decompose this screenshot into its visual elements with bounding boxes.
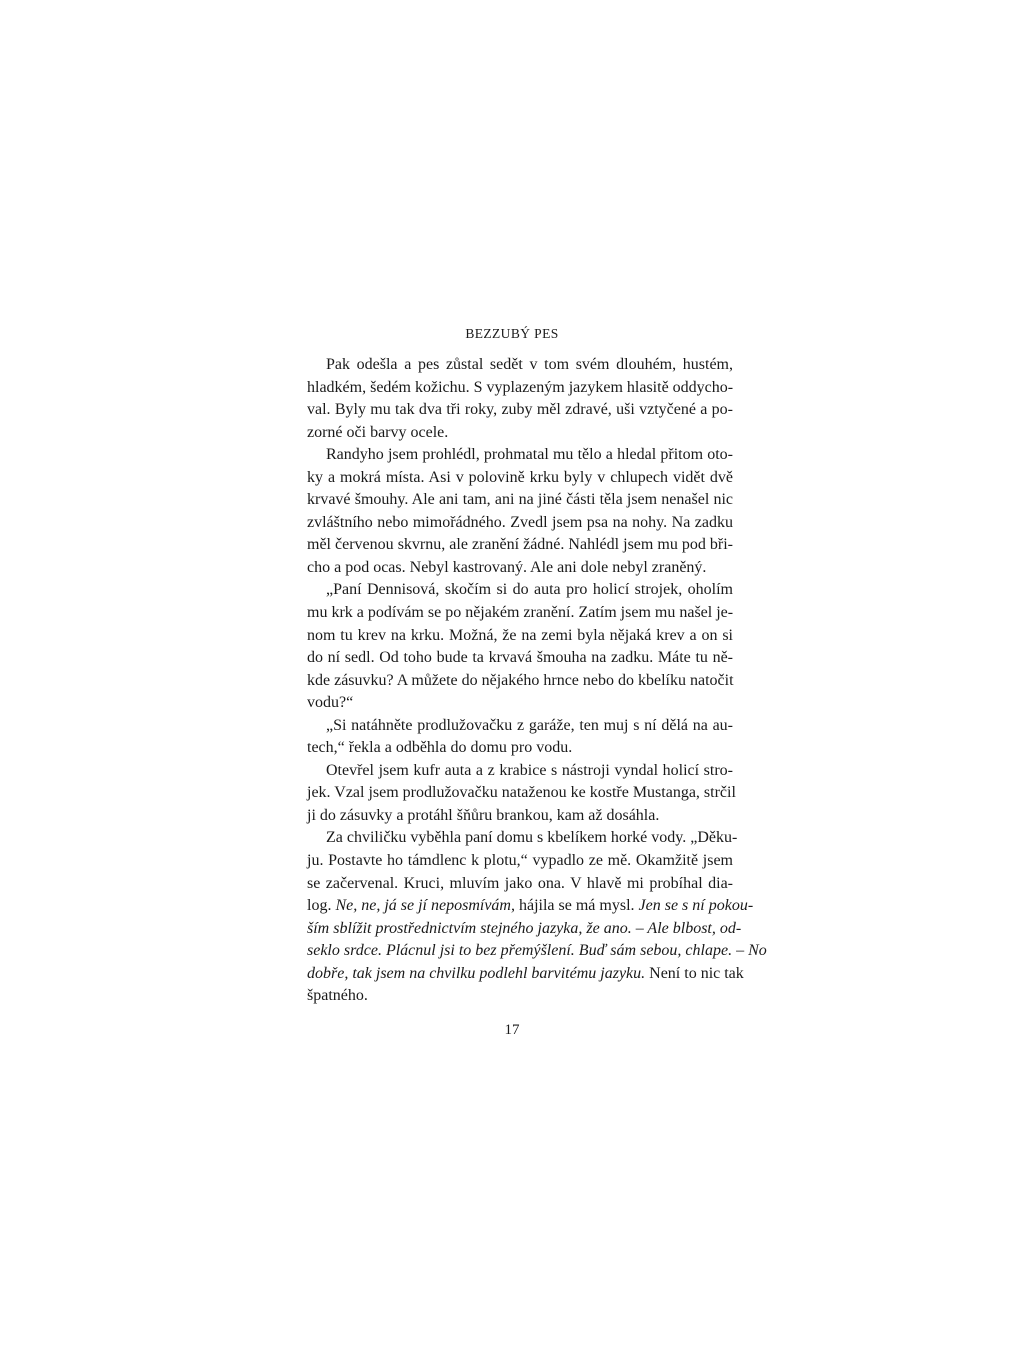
- text-line: tech,“ řekla a odběhla do domu pro vodu.: [307, 739, 573, 757]
- text-line: měl červenou skvrnu, ale zranění žádné. Nahlédl jsem mu pod bři-: [307, 536, 733, 554]
- text-line: Otevřel jsem kufr auta a z krabice s nástroji vyndal holicí stro-: [326, 761, 733, 779]
- text-line: Randyho jsem prohlédl, prohmatal mu tělo a hledal přitom oto-: [326, 446, 733, 464]
- text-line: mu krk a podívám se po nějakém zranění. Zatím jsem mu našel je-: [307, 604, 734, 622]
- text-line: do ní sedl. Od toho bude ta krvavá šmouha na zadku. Máte tu ně-: [307, 649, 733, 667]
- text-line: Za chviličku vyběhla paní domu s kbelíkem horké vody. „Děku-: [326, 829, 738, 847]
- text-line: „Si natáhněte prodlužovačku z garáže, ten muj s ní dělá na au-: [326, 716, 733, 734]
- text-line: se začervenal. Kruci, mluvím jako ona. V hlavě mi probíhal dia-: [307, 874, 733, 892]
- italic-span: dobře, tak jsem na chvilku podlehl barvitému jazyku.: [307, 964, 646, 982]
- text-line: zorné oči barvy ocele.: [307, 423, 449, 441]
- text-line: cho a pod ocas. Nebyl kastrovaný. Ale ani dole nebyl zraněný.: [307, 558, 707, 576]
- text-line: ji do zásuvky a protáhl šňůru brankou, kam až dosáhla.: [307, 806, 660, 824]
- text-line: hladkém, šedém kožichu. S vyplazeným jazykem hlasitě oddycho-: [307, 378, 734, 396]
- text-line: seklo srdce. Plácnul jsi to bez přemýšlení. Buď sám sebou, chlape. – No: [307, 942, 767, 960]
- text-line: kde zásuvku? A můžete do nějakého hrnce nebo do kbelíku natočit: [307, 671, 734, 689]
- text-line: špatného.: [307, 987, 368, 1005]
- text-line: zvláštního nebo mimořádného. Zvedl jsem psa na nohy. Na zadku: [307, 513, 733, 531]
- page-number: 17: [504, 1022, 520, 1038]
- running-head: BEZZUBÝ PES: [465, 326, 559, 341]
- text-line: Pak odešla a pes zůstal sedět v tom svém dlouhém, hustém,: [326, 356, 733, 373]
- body-text: [307, 354, 767, 1008]
- text-line: krvavé šmouhy. Ale ani tam, ani na jiné části těla jsem nenašel nic: [307, 491, 733, 509]
- text-line: jek. Vzal jsem prodlužovačku nataženou ke kostře Mustanga, strčil: [307, 784, 736, 802]
- text-line: ky a mokrá místa. Asi v polovině krku byly v chlupech vidět dvě: [307, 468, 733, 486]
- text-line: ju. Postavte ho támdlenc k plotu,“ vypadlo ze mě. Okamžitě jsem: [307, 852, 733, 870]
- text-line: nom tu krev na krku. Možná, že na zemi byla nějaká krev a on si: [307, 626, 733, 644]
- text-line: log. Ne, ne, já se jí neposmívám, hájila se má mysl. Jen se s ní pokou-: [307, 897, 754, 915]
- text-line: vodu?“: [307, 694, 354, 712]
- italic-span: Ne, ne, já se jí neposmívám,: [335, 897, 515, 915]
- text-line: ším sblížit prostřednictvím stejného jazyka, že ano. – Ale blbost, od-: [307, 919, 742, 937]
- text-line: val. Byly mu tak dva tři roky, zuby měl zdravé, uši vztyčené a po-: [307, 401, 733, 419]
- italic-span: Jen se s ní pokou-: [638, 897, 754, 915]
- text-line: dobře, tak jsem na chvilku podlehl barvitému jazyku. Není to nic tak: [307, 964, 744, 982]
- text-line: „Paní Dennisová, skočím si do auta pro holicí strojek, oholím: [326, 581, 733, 599]
